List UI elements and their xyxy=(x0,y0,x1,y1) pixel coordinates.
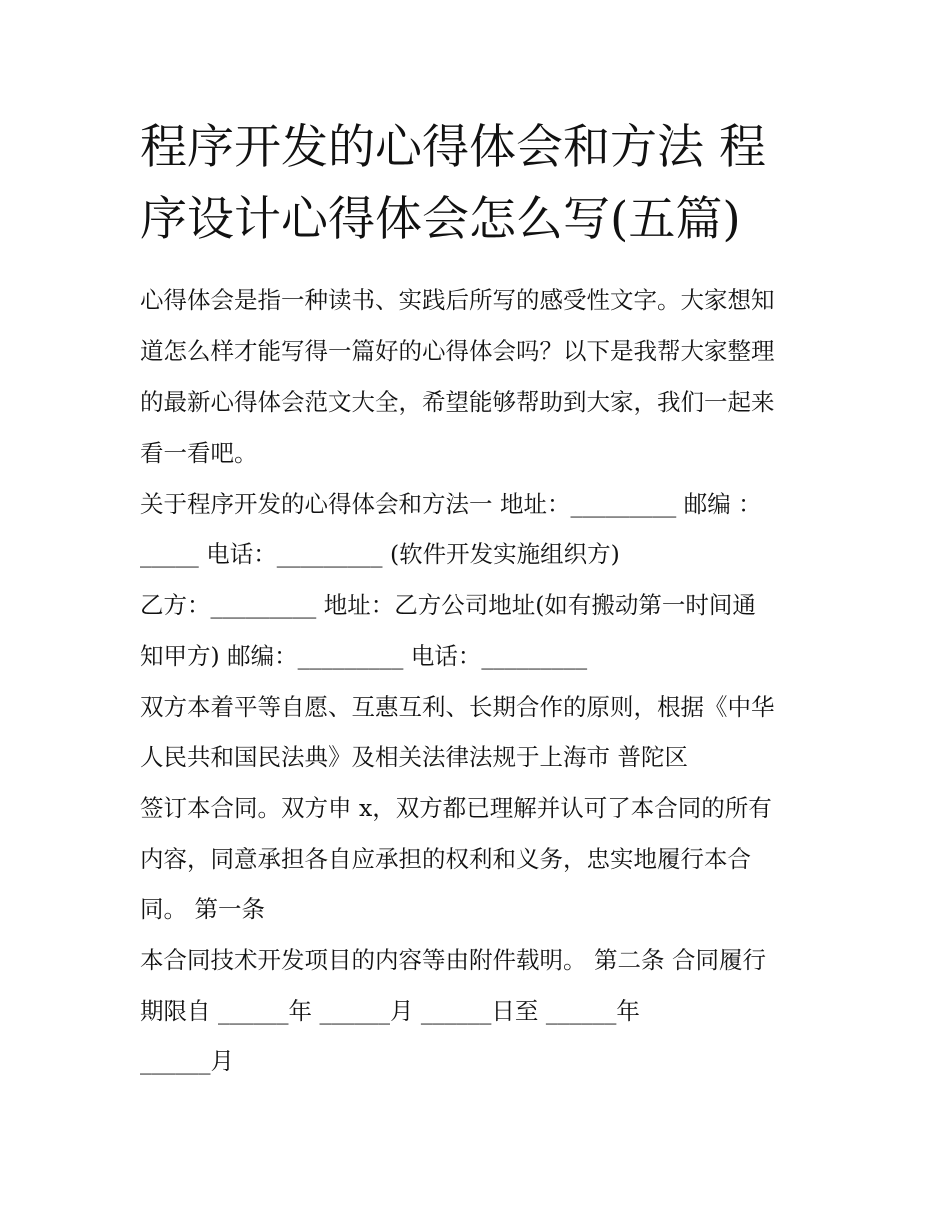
paragraph-line: ______月 xyxy=(140,1047,234,1075)
paragraph-line: 签订本合同。双方申 x，双方都已理解并认可了本合同的所有 xyxy=(140,794,772,822)
paragraph-line: 关于程序开发的心得体会和方法一 地址：_________ 邮编 ： xyxy=(140,490,762,518)
paragraph-line: 乙方：_________ 地址：乙方公司地址(如有搬动第一时间通 xyxy=(140,591,756,619)
paragraph-line: 的最新心得体会范文大全，希望能够帮助到大家，我们一起来 xyxy=(140,388,775,416)
paragraph-line: 道怎么样才能写得一篇好的心得体会吗？以下是我帮大家整理 xyxy=(140,337,775,365)
document-title xyxy=(140,112,830,256)
paragraph-line: 双方本着平等自愿、互惠互利、长期合作的原则，根据《中华 xyxy=(140,693,775,721)
paragraph-line: 期限自 ______年 ______月 ______日至 ______年 xyxy=(140,997,640,1025)
paragraph-line: 本合同技术开发项目的内容等由附件载明。 第二条 合同履行 xyxy=(140,946,766,974)
title-line: 序设计心得体会怎么写(五篇) xyxy=(140,192,741,247)
paragraph-line: 看一看吧。 xyxy=(140,439,258,467)
paragraph-line: 内容，同意承担各自应承担的权利和义务，忠实地履行本合 xyxy=(140,845,751,873)
paragraph-line: 知甲方) 邮编：_________ 电话：_________ xyxy=(140,642,588,670)
title-line: 程序开发的心得体会和方法 程 xyxy=(140,120,766,175)
paragraph-line: 心得体会是指一种读书、实践后所写的感受性文字。大家想知 xyxy=(140,286,775,314)
paragraph-line: _____ 电话：_________ (软件开发实施组织方) xyxy=(140,540,620,568)
paragraph-line: 同。 第一条 xyxy=(140,895,265,923)
paragraph-line: 人民共和国民法典》及相关法律法规于上海市 普陀区 xyxy=(140,743,688,771)
